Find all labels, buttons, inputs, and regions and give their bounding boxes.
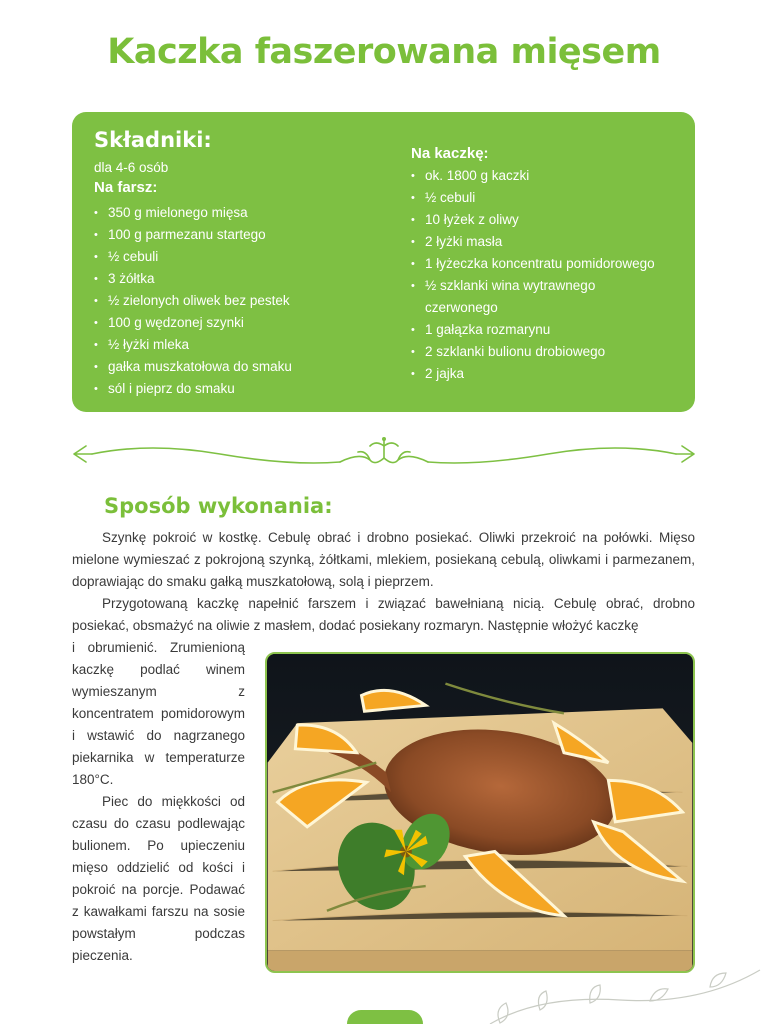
list-item: • ½ szklanki wina wytrawnego	[411, 275, 655, 297]
method-heading: Sposób wykonania:	[104, 494, 333, 518]
page-title: Kaczka faszerowana mięsem	[107, 32, 661, 72]
ingredients-box	[72, 112, 695, 412]
list-item-continuation: czerwonego	[425, 300, 498, 315]
list-item: • 10 łyżek z oliwy	[411, 209, 655, 231]
method-paragraph-1: Szynkę pokroić w kostkę. Cebulę obrać i drobno posiekać. Oliwki przekroić na połówki. Mięso mielone wymieszać z pokrojoną szynką, żółtkami, mlekiem, posiekaną cebulą, oliwkami i parmezanem, doprawiając do smaku gałką muszkatołową, solą i pieprzem.	[72, 530, 695, 589]
list-item: • 100 g parmezanu startego	[94, 224, 292, 246]
method-paragraph-4: Piec do miękkości od czasu do czasu podlewając bulionem. Po upieczeniu mięso oddzielić od kości i pokroić na porcje. Podawać z kawałkami farszu na sosie powstałym podczas pieczenia.	[72, 794, 245, 963]
duck-list	[411, 165, 655, 385]
roast-duck-photo	[265, 652, 695, 973]
ingredients-heading: Składniki:	[94, 128, 212, 152]
list-item: • ½ cebuli	[94, 246, 292, 268]
filling-list	[94, 202, 292, 400]
filling-heading: Na farsz:	[94, 179, 158, 196]
method-paragraph-3: i obrumienić. Zrumienioną kaczkę podlać winem wymieszanym z koncentratem pomidorowym i wstawić do nagrzanego piekarnika w temperaturze 180°C.	[72, 640, 245, 787]
list-item: • 2 łyżki masła	[411, 231, 655, 253]
method-paragraph-2: Przygotowaną kaczkę napełnić farszem i związać bawełnianą nicią. Cebulę obrać, drobno posiekać, obsmażyć na oliwie z masłem, dodać posiekany rozmaryn. Następnie włożyć kaczkę	[72, 596, 695, 633]
list-item: • ½ łyżki mleka	[94, 334, 292, 356]
servings-text: dla 4-6 osób	[94, 160, 169, 175]
floral-divider-ornament	[70, 432, 698, 476]
list-item: • ½ cebuli	[411, 187, 655, 209]
list-item: • ½ zielonych oliwek bez pestek	[94, 290, 292, 312]
list-item: • 2 szklanki bulionu drobiowego	[411, 341, 655, 363]
roast-duck-illustration	[267, 654, 693, 971]
list-item: • sól i pieprz do smaku	[94, 378, 292, 400]
list-item: • 3 żółtka	[94, 268, 292, 290]
list-item: • 2 jajka	[411, 363, 655, 385]
list-item: • 1 łyżeczka koncentratu pomidorowego	[411, 253, 655, 275]
duck-heading: Na kaczkę:	[411, 145, 489, 162]
list-item: • 350 g mielonego mięsa	[94, 202, 292, 224]
list-item: • 100 g wędzonej szynki	[94, 312, 292, 334]
page-number-tab	[347, 1010, 423, 1024]
leaf-corner-decoration	[480, 965, 768, 1024]
list-item: • ok. 1800 g kaczki	[411, 165, 655, 187]
list-item: • gałka muszkatołowa do smaku	[94, 356, 292, 378]
list-item: • 1 gałązka rozmarynu	[411, 319, 655, 341]
